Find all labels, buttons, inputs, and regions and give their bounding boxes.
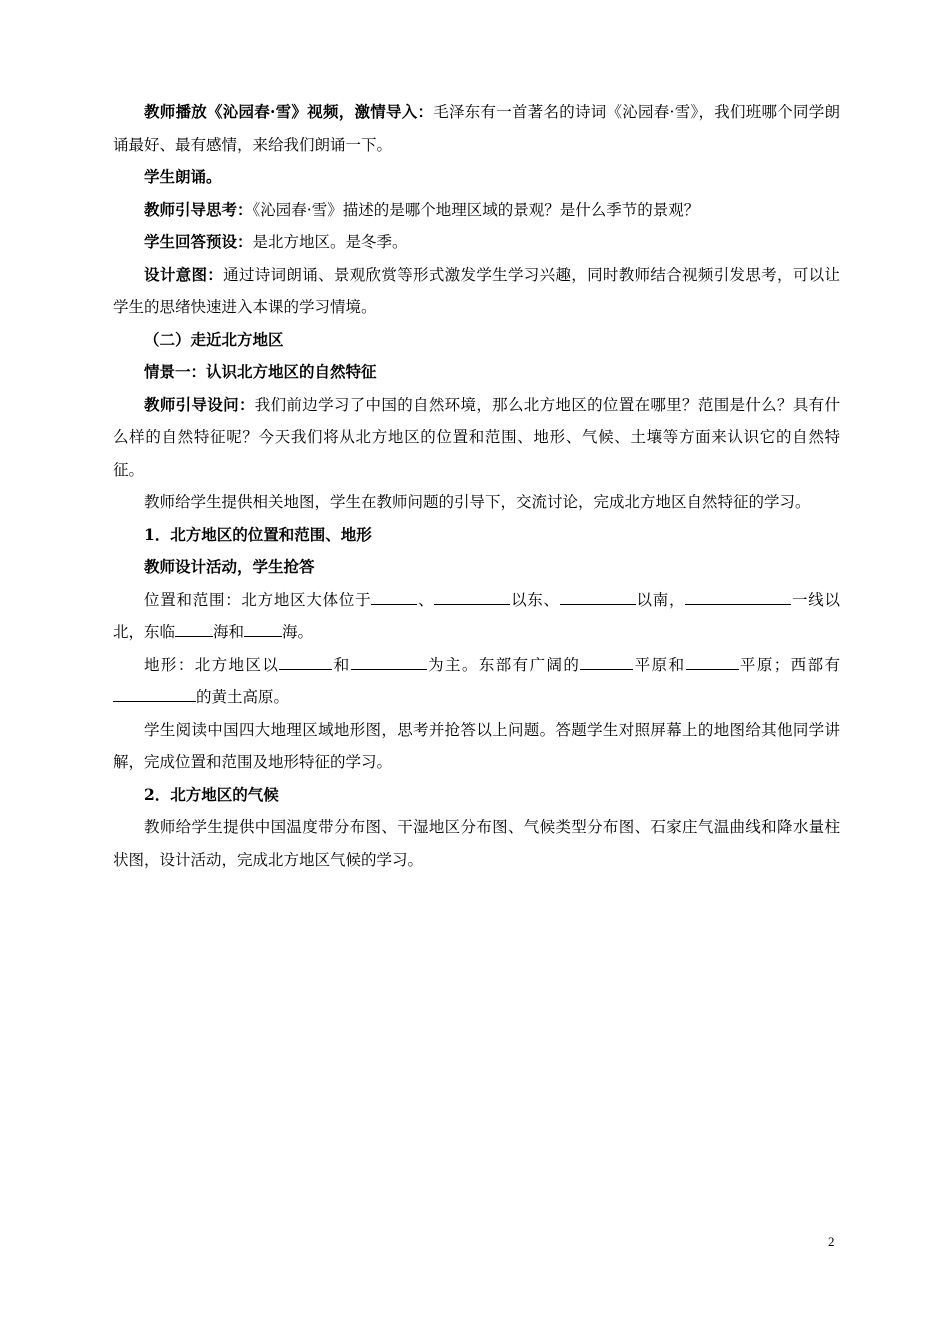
lead-text: 设计意图：: [144, 264, 224, 284]
scene-heading: 情景一：认识北方地区的自然特征: [144, 362, 377, 381]
answer-blank[interactable]: [351, 652, 427, 670]
document-body: [113, 96, 840, 876]
paragraph-student-reading: 学生阅读中国四大地理区域地形图，思考并抢答以上问题。答题学生对照屏幕上的地图给其他同学讲解，完成位置和范围及地形特征的学习。: [113, 720, 840, 771]
answer-blank[interactable]: [244, 619, 282, 637]
section-heading: （二）走近北方地区: [144, 329, 284, 349]
text-segment: 的黄土高原。: [196, 688, 290, 706]
text-segment: 平原和: [633, 655, 686, 674]
text-segment: 为主。东部有广阔的: [426, 655, 581, 674]
body-text: 我们前边学习了中国的自然环境，那么北方地区的位置在哪里？范围是什么？具有什么样的自然特征呢？今天我们将从北方地区的位置和范围、地形、气候、土壤等方面来认识它的自然特征。: [113, 395, 840, 479]
answer-blank[interactable]: [175, 619, 213, 637]
paragraph-teacher-setup: [113, 389, 840, 487]
lead-text: 学生回答预设：: [144, 232, 253, 251]
body-text: 通过诗词朗诵、景观欣赏等形式激发学生学习兴趣，同时教师结合视频引发思考，可以让学生的思绪快速进入本课的学习情境。: [113, 265, 840, 316]
text-segment: 以东、: [510, 590, 560, 609]
paragraph-student-answer: [113, 226, 840, 259]
text-segment: 一线以北，东临: [113, 590, 840, 641]
lead-text: 教师播放《沁园春·雪》视频，激情导入：: [144, 102, 434, 121]
answer-blank[interactable]: [434, 587, 510, 605]
answer-blank[interactable]: [279, 652, 332, 670]
answer-blank[interactable]: [113, 684, 196, 702]
text-segment: 位置和范围：北方地区大体位于: [144, 590, 372, 609]
paragraph-teacher-question: [113, 194, 840, 227]
answer-blank[interactable]: [686, 652, 739, 670]
paragraph-maps: 教师给学生提供相关地图，学生在教师问题的引导下，交流讨论，完成北方地区自然特征的学习。: [144, 493, 811, 511]
activity-heading: 教师设计活动，学生抢答: [144, 557, 315, 576]
subsection-heading-location: 1．北方地区的位置和范围、地形: [144, 524, 372, 544]
text-segment: 海和: [213, 623, 245, 641]
answer-blank[interactable]: [371, 587, 417, 605]
text-segment: 和: [332, 655, 351, 674]
lead-text: 学生朗诵。: [144, 167, 222, 186]
answer-blank[interactable]: [580, 652, 633, 670]
text-segment: 以南，: [635, 590, 686, 609]
text-segment: 平原；西部有: [738, 655, 840, 674]
body-text: 毛泽东有一首著名的诗词《沁园春·雪》，我们班哪个同学朗诵最好、最有感情，来给我们朗诵一下。: [113, 103, 840, 154]
page-number: 2: [828, 1234, 835, 1249]
text-segment: 、: [417, 590, 435, 609]
lead-text: 教师引导设问：: [144, 394, 255, 414]
lead-text: 教师引导思考：: [144, 199, 253, 219]
body-text: 是北方地区。是冬季。: [252, 233, 408, 251]
body-text: 《沁园春·雪》描述的是哪个地理区域的景观？是什么季节的景观？: [252, 200, 700, 219]
paragraph-climate-maps: 教师给学生提供中国温度带分布图、干湿地区分布图、气候类型分布图、石家庄气温曲线和降水量柱状图，设计活动，完成北方地区气候的学习。: [113, 818, 840, 869]
answer-blank[interactable]: [685, 587, 791, 605]
paragraph-location-fill-in: [113, 584, 840, 649]
answer-blank[interactable]: [560, 587, 636, 605]
subsection-heading-climate: 2．北方地区的气候: [144, 784, 279, 804]
paragraph-student-recite: [113, 161, 840, 194]
paragraph-design-intent: [113, 259, 840, 324]
text-segment: 地形：北方地区以: [144, 655, 280, 674]
text-segment: 海。: [282, 623, 314, 641]
paragraph-terrain-fill-in: [113, 649, 840, 714]
paragraph-intro: [113, 96, 840, 161]
